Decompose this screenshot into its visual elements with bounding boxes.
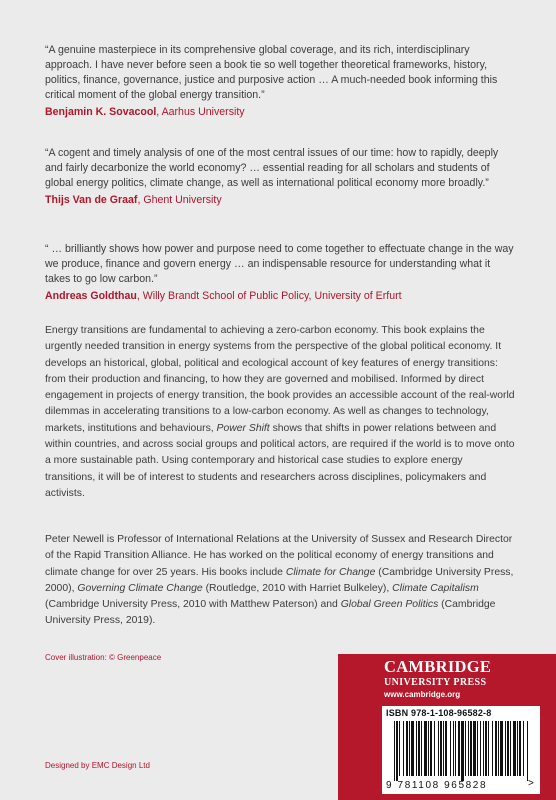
endorsement-attribution bbox=[45, 105, 515, 120]
book-title: Global Green Politics bbox=[340, 599, 439, 611]
publisher-name-line1: CAMBRIDGE bbox=[384, 657, 492, 676]
endorser-affiliation: , Aarhus University bbox=[156, 106, 245, 118]
bio-text: (Cambridge University Press, 2019). bbox=[45, 599, 496, 627]
endorsement-quote: “A cogent and timely analysis of one of the most central issues of our time: how to rapidly, deeply and fairly decarbonize the world economy? … essential reading for all scholars and students of global energy politics, climate change, as well as international political economy more broadly.” bbox=[45, 147, 499, 189]
bio-text: Peter Newell is Professor of International Relations at the University of Sussex and Research Director of the Rapid Transition Alliance. He has worked on the political economy of energy transitions and climate change for over 25 years. His books include bbox=[45, 534, 513, 578]
book-title: Climate Capitalism bbox=[392, 582, 479, 594]
bio-text: (Cambridge University Press, 2000), bbox=[45, 566, 514, 594]
endorsement-quote: “A genuine masterpiece in its comprehensive global coverage, and its rich, interdisciplinary approach. I have never before seen a book tie so well together theoretical frameworks, history, politics, finance, governance, justice and purposive action … A much-needed book informing this critical moment of the global energy transition.” bbox=[45, 44, 498, 101]
bio-text: (Routledge, 2010 with Harriet Bulkeley), bbox=[202, 582, 393, 594]
description-text: shows that shifts in power relations between and within countries, and across social groups and political actors, are required if the world is to move onto a more sustainable path. Using contemporary and historical case studies to explore energy transitions, it will be of interest to students and researchers across disciplines, policymakers and activists. bbox=[45, 422, 515, 499]
barcode-digits: 9 781108 965828 bbox=[386, 780, 488, 791]
publisher-logo bbox=[384, 658, 491, 688]
design-credit: Designed by EMC Design Ltd bbox=[45, 761, 150, 770]
endorsement-attribution bbox=[45, 193, 515, 208]
description-text: Energy transitions are fundamental to achieving a zero-carbon economy. This book explains the urgently needed transition in energy systems from the perspective of the global political economy. It develops an historical, global, political and ecological account of key features of energy transitions: from their production and financing, to how they are governed and mobilised. Informed by direct engagement in projects of energy transition, the book provides an accessible account of the real-world dilemmas in accelerating transitions to a low-carbon economy. As well as changes to technology, markets, institutions and behaviours, bbox=[45, 325, 515, 434]
barcode-arrow: > bbox=[528, 778, 534, 789]
publisher-url: www.cambridge.org bbox=[384, 690, 461, 699]
endorsement-3 bbox=[45, 242, 515, 304]
publisher-panel bbox=[338, 654, 556, 800]
isbn-label: ISBN 978-1-108-96582-8 bbox=[386, 708, 492, 718]
book-description bbox=[45, 323, 515, 502]
endorsement-1 bbox=[45, 43, 515, 120]
endorser-name: Benjamin K. Sovacool bbox=[45, 106, 157, 118]
endorsement-attribution bbox=[45, 289, 515, 304]
publisher-name-line2: UNIVERSITY PRESS bbox=[384, 677, 487, 688]
bio-text: (Cambridge University Press, 2010 with Matthew Paterson) and bbox=[45, 599, 341, 611]
endorsement-2 bbox=[45, 146, 515, 208]
cover-credit: Cover illustration: © Greenpeace bbox=[45, 653, 162, 662]
endorser-affiliation: , Willy Brandt School of Public Policy, University of Erfurt bbox=[136, 290, 402, 302]
author-bio bbox=[45, 532, 515, 630]
endorser-name: Thijs Van de Graaf bbox=[45, 194, 138, 206]
endorser-name: Andreas Goldthau bbox=[45, 290, 137, 302]
book-title: Power Shift bbox=[216, 422, 270, 434]
endorser-affiliation: , Ghent University bbox=[137, 194, 222, 206]
book-title: Climate for Change bbox=[285, 566, 376, 578]
barcode-icon bbox=[394, 721, 528, 781]
endorsement-quote: “ … brilliantly shows how power and purpose need to come together to effectuate change in the way we produce, finance and govern energy … an indispensable resource for understanding what it takes to go low carbon.” bbox=[45, 243, 514, 285]
book-title: Governing Climate Change bbox=[77, 582, 203, 594]
barcode-box bbox=[382, 706, 540, 794]
